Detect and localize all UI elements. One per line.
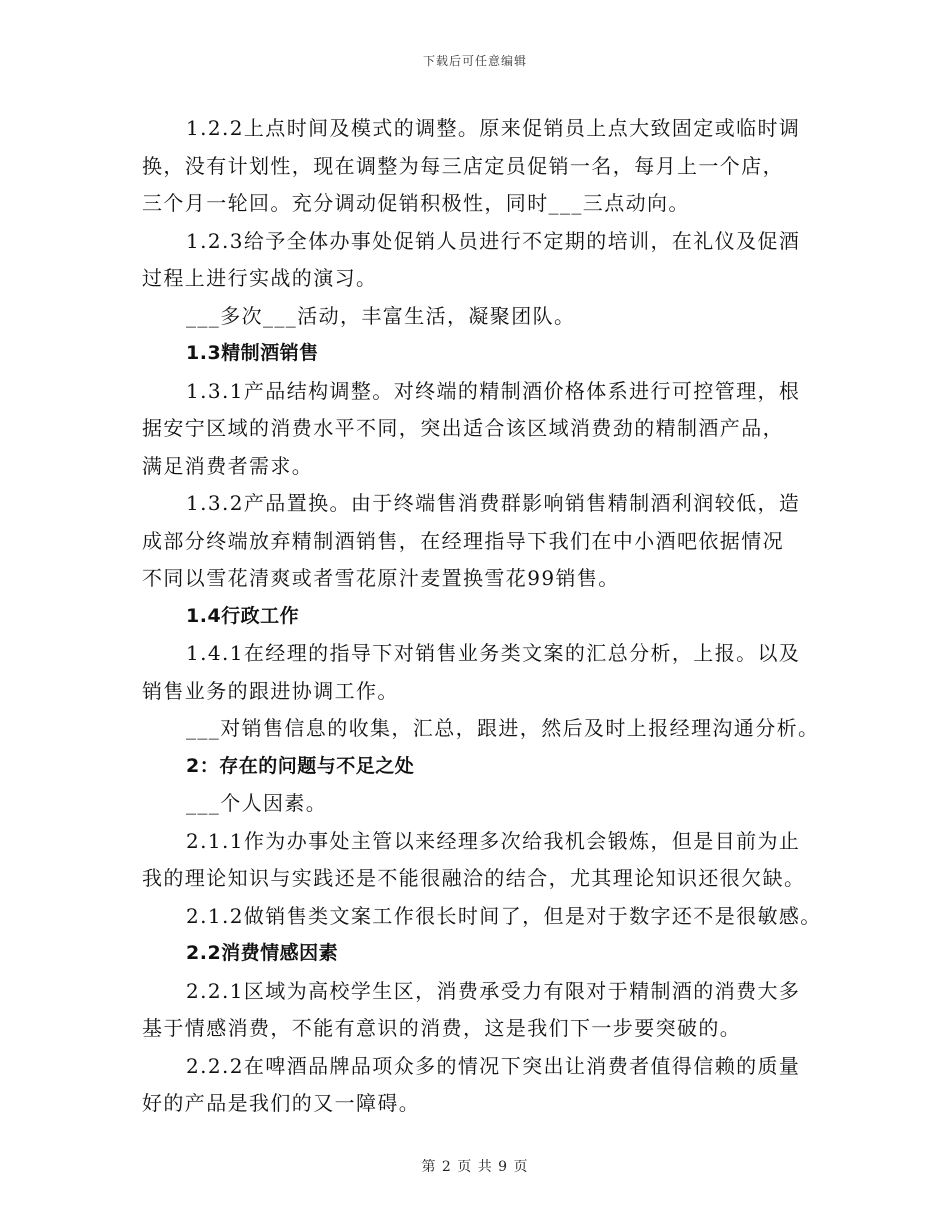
document-body xyxy=(142,110,832,1123)
paragraph-line: 销售业务的跟进协调工作。 xyxy=(142,678,399,703)
paragraph-line: 1.2.2上点时间及模式的调整。原来促销员上点大致固定或临时调 xyxy=(186,116,801,140)
paragraph-line: 我的理论知识与实践还是不能很融洽的结合，尤其理论知识还很欠缺。 xyxy=(142,866,806,890)
paragraph-line: 1.3.2产品置换。由于终端售消费群影响销售精制酒利润较低，造 xyxy=(186,491,801,515)
paragraph-line: 换，没有计划性，现在调整为每三店定员促销一名，每月上一个店， xyxy=(142,153,784,178)
section-heading: 2：存在的问题与不足之处 xyxy=(186,754,415,777)
paragraph-line: 1.2.3给予全体办事处促销人员进行不定期的培训，在礼仪及促酒 xyxy=(186,228,801,253)
paragraph-line: 好的产品是我们的又一障碍。 xyxy=(142,1091,421,1115)
paragraph-line: 2.2.1区域为高校学生区，消费承受力有限对于精制酒的消费大多 xyxy=(186,978,801,1003)
paragraph-line: ___对销售信息的收集，汇总，跟进，然后及时上报经理沟通分析。 xyxy=(186,716,820,740)
paragraph-line: ___多次___活动，丰富生活，凝聚团队。 xyxy=(186,303,576,328)
section-heading: 2.2消费情感因素 xyxy=(186,942,339,964)
paragraph-line: ___个人因素。 xyxy=(186,791,328,815)
paragraph-line: 2.1.2做销售类文案工作很长时间了，但是对于数字还不是很敏感。 xyxy=(186,903,822,928)
paragraph-line: 1.3.1产品结构调整。对终端的精制酒价格体系进行可控管理，根 xyxy=(186,378,801,403)
paragraph-line: 过程上进行实战的演习。 xyxy=(142,266,378,290)
paragraph-line: 2.2.2在啤酒品牌品项众多的情况下突出让消费者值得信赖的质量 xyxy=(186,1053,801,1078)
paragraph-line: 不同以雪花清爽或者雪花原汁麦置换雪花99销售。 xyxy=(142,566,620,590)
paragraph-line: 据安宁区域的消费水平不同，突出适合该区域消费劲的精制酒产品， xyxy=(142,416,784,440)
paragraph-line: 三个月一轮回。充分调动促销积极性，同时___三点动向。 xyxy=(142,191,690,215)
page-footer: 第 2 页 共 9 页 xyxy=(421,1159,529,1175)
page-header: 下载后可任意编辑 xyxy=(422,54,527,68)
paragraph-line: 基于情感消费，不能有意识的消费，这是我们下一步要突破的。 xyxy=(142,1016,742,1040)
paragraph-line: 1.4.1在经理的指导下对销售业务类文案的汇总分析，上报。以及 xyxy=(186,641,801,665)
paragraph-line: 满足消费者需求。 xyxy=(142,453,314,478)
section-heading: 1.4行政工作 xyxy=(186,604,300,627)
section-heading: 1.3精制酒销售 xyxy=(186,342,319,364)
paragraph-line: 2.1.1作为办事处主管以来经理多次给我机会锻炼，但是目前为止 xyxy=(186,828,801,853)
paragraph-line: 成部分终端放弃精制酒销售，在经理指导下我们在中小酒吧依据情况 xyxy=(142,528,784,553)
